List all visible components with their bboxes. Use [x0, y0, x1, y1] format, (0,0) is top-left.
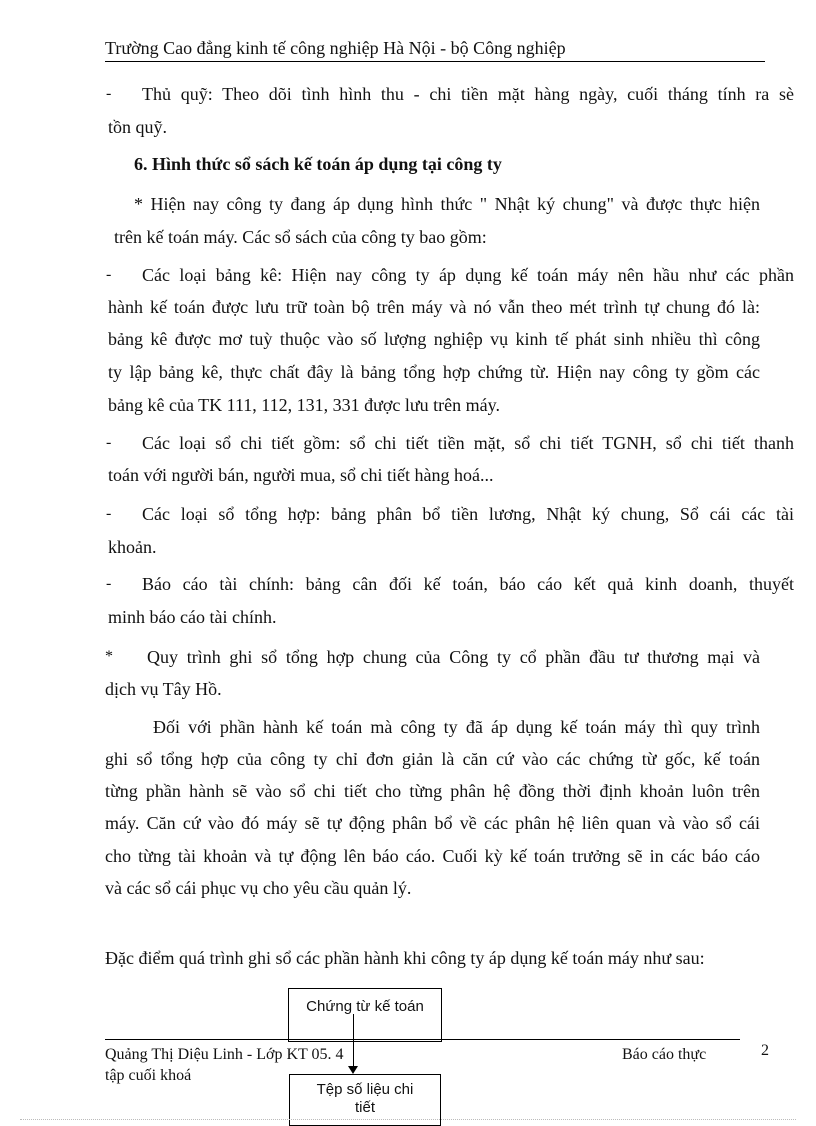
bullet-dash: -: [106, 575, 112, 592]
footer-divider: [105, 1039, 740, 1040]
so-tong-hop-line-2: khoản.: [108, 537, 157, 557]
footer-report-title: Báo cáo thực: [622, 1046, 707, 1063]
diagram-arrow-line: [353, 1014, 354, 1070]
bullet-dash: -: [106, 434, 112, 451]
diagram-box-tep-so-lieu-label-1: Tệp số liệu chi: [316, 1081, 414, 1098]
thu-quy-line-2: tồn quỹ.: [108, 117, 168, 137]
bang-ke-line-1: [108, 264, 794, 286]
page-number: 2: [761, 1042, 769, 1059]
doi-voi-line-5: cho từng tài khoản và tự động lên báo cáo. Cuối kỳ kế toán trưởng sẽ in các báo cáo: [105, 846, 760, 866]
star-marker: *: [105, 648, 113, 665]
thu-quy-line-1: [108, 83, 794, 105]
page-bottom-border: [20, 1119, 796, 1120]
diagram-arrow-head: [348, 1066, 358, 1074]
bang-ke-line-5: bảng kê của TK 111, 112, 131, 331 được lưu trên máy.: [108, 395, 500, 415]
diagram-box-chung-tu-label: Chứng từ kế toán: [306, 998, 424, 1015]
header-divider: [105, 61, 765, 62]
intro-line-2: trên kế toán máy. Các sổ sách của công ty bao gồm:: [114, 227, 487, 247]
bang-ke-line-3: bảng kê được mơ tuỳ thuộc vào số lượng nghiệp vụ kinh tế phát sinh nhiều thì công: [108, 329, 760, 349]
intro-line-1: * Hiện nay công ty đang áp dụng hình thức " Nhật ký chung" và được thực hiện: [134, 194, 760, 214]
footer-report-title-cont: tập cuối khoá: [105, 1067, 192, 1084]
so-chi-tiet-line-2: toán với người bán, người mua, sổ chi tiết hàng hoá...: [108, 465, 494, 485]
so-chi-tiet-line-1: [108, 432, 794, 454]
diagram-box-chung-tu: [288, 988, 442, 1042]
footer-author: Quảng Thị Diệu Linh - Lớp KT 05. 4: [105, 1046, 344, 1063]
diagram-box-tep-so-lieu-label-2: tiết: [354, 1099, 375, 1116]
bullet-dash: -: [106, 85, 112, 102]
bullet-dash: -: [106, 505, 112, 522]
doi-voi-line-6: và các sổ cái phục vụ cho yêu cầu quản lý.: [105, 878, 412, 898]
quy-trinh-line-1: [105, 646, 760, 668]
bang-ke-text-1: Các loại bảng kê: Hiện nay công ty áp dụng kế toán máy nên hầu như các phần: [142, 265, 794, 285]
thu-quy-text-1: Thủ quỹ: Theo dõi tình hình thu - chi tiền mặt hàng ngày, cuối tháng tính ra sè: [142, 84, 794, 104]
quy-trinh-line-2: dịch vụ Tây Hồ.: [105, 679, 222, 699]
doi-voi-line-1: Đối với phần hành kế toán mà công ty đã áp dụng kế toán máy thì quy trình: [153, 717, 760, 737]
bang-ke-line-4: ty lập bảng kê, thực chất đây là bảng tổng hợp chứng từ. Hiện nay công ty gồm các: [108, 362, 760, 382]
bullet-dash: -: [106, 266, 112, 283]
dac-diem-line: Đặc điểm quá trình ghi sổ các phần hành khi công ty áp dụng kế toán máy như sau:: [105, 948, 705, 968]
bao-cao-line-1: [108, 573, 794, 595]
header-title: Trường Cao đẳng kinh tế công nghiệp Hà Nội - bộ Công nghiệp: [105, 38, 566, 58]
bao-cao-line-2: minh báo cáo tài chính.: [108, 607, 277, 627]
so-tong-hop-text-1: Các loại sổ tổng hợp: bảng phân bổ tiền lương, Nhật ký chung, Sổ cái các tài: [142, 504, 794, 524]
so-tong-hop-line-1: [108, 503, 794, 525]
doi-voi-line-3: từng phần hành sẽ vào sổ chi tiết cho từng phân hệ đồng thời định khoản luôn trên: [105, 781, 760, 801]
doi-voi-line-2: ghi sổ tổng hợp của công ty chỉ đơn giản là căn cứ vào các chứng từ gốc, kế toán: [105, 749, 760, 769]
doi-voi-line-4: máy. Căn cứ vào đó máy sẽ tự động phân bổ về các phân hệ liên quan và vào sổ cái: [105, 813, 760, 833]
section-heading-6: 6. Hình thức sổ sách kế toán áp dụng tại công ty: [134, 154, 502, 174]
so-chi-tiet-text-1: Các loại sổ chi tiết gồm: sổ chi tiết tiền mặt, sổ chi tiết TGNH, sổ chi tiết thanh: [142, 433, 794, 453]
bang-ke-line-2: hành kế toán được lưu trữ toàn bộ trên máy và nó vẫn theo mét trình tự chung đó là:: [108, 297, 760, 317]
bao-cao-text-1: Báo cáo tài chính: bảng cân đối kế toán, báo cáo kết quả kinh doanh, thuyết: [142, 574, 794, 594]
quy-trinh-text-1: Quy trình ghi sổ tổng hợp chung của Công ty cổ phần đầu tư thương mại và: [147, 647, 760, 667]
